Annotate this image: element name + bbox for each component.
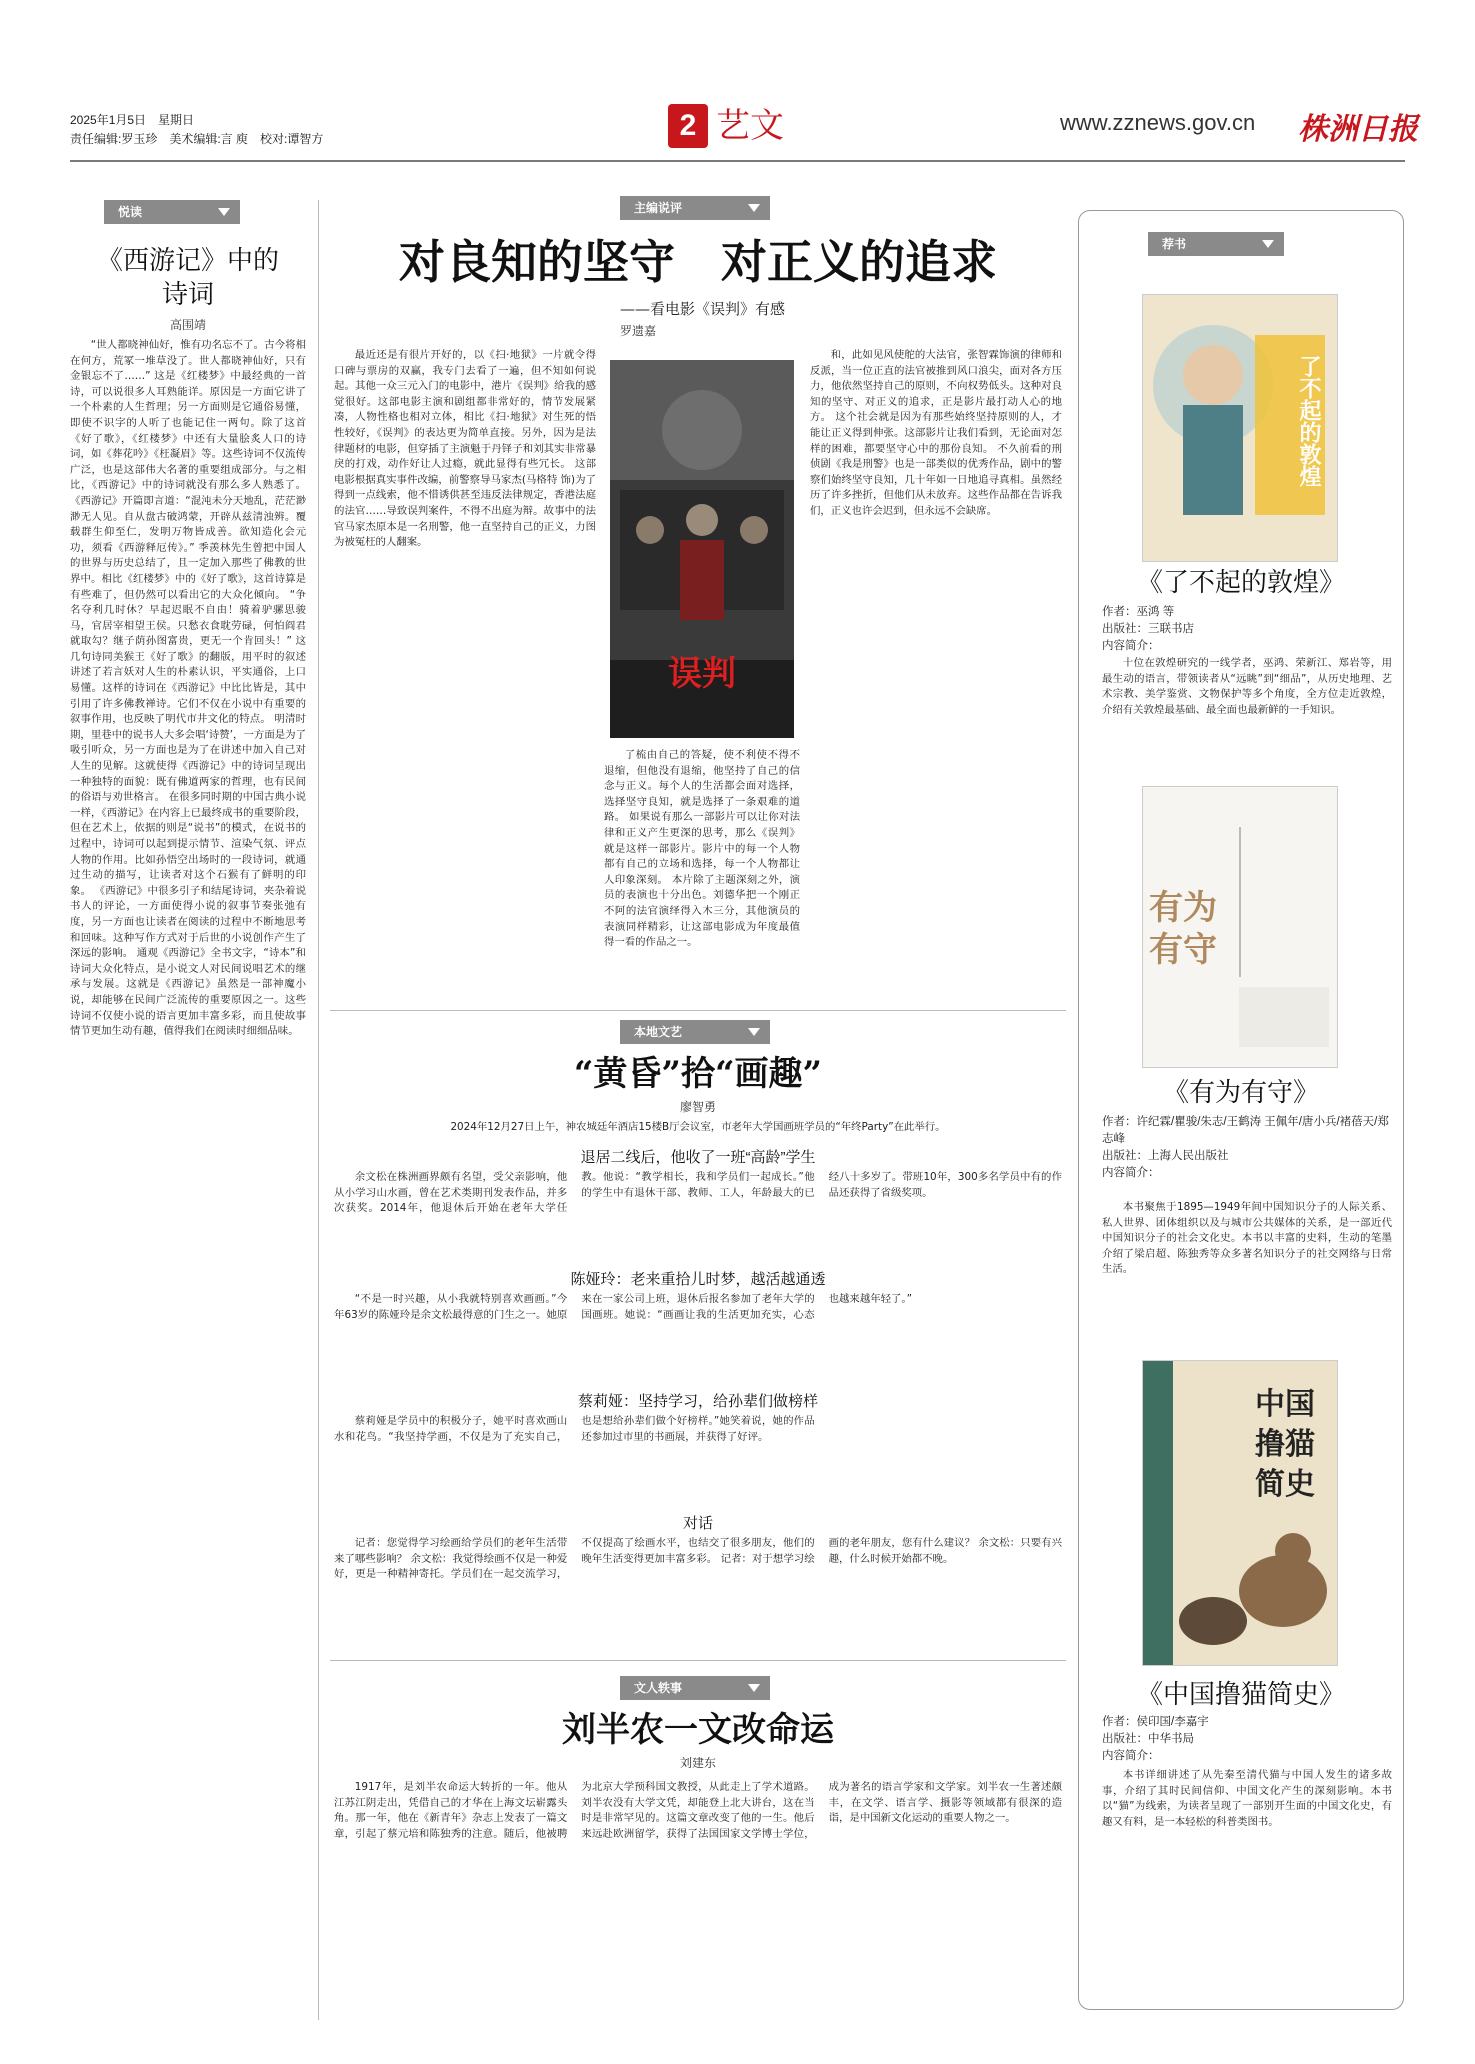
section-divider bbox=[330, 1660, 1066, 1661]
book-cover-dunhuang bbox=[1142, 294, 1338, 562]
book-title: 《中国撸猫简史》 bbox=[1136, 1680, 1345, 1710]
chevron-down-icon bbox=[748, 204, 760, 212]
chevron-down-icon bbox=[748, 1028, 760, 1036]
article-body: “世人都晓神仙好，惟有功名忘不了。古今将相在何方，荒冢一堆草没了。世人都晓神仙好，只有金银忘不了……” 这是《红楼梦》中最经典的一首诗，可以说很多人耳熟能详。原因是一方面它讲了一个朴素的人生哲理；另一方面则是它通俗易懂，即使不识字的人听了也能记住一两句。除了这首《好了歌》，《红楼梦》中还有大量脍炙人口的诗词，如《葬花吟》《枉凝眉》等。这些诗词不仅流传广泛，也是这部伟大名著的重要组成部分。与之相比，《西游记》中的诗词就没有那么多人熟悉了。 《西游记》开篇即言道：“混沌未分天地乱，茫茫渺渺无人见。自从盘古破鸿蒙，开辟从兹清浊辨。覆载群生仰至仁，发明万物皆成善。欲知造化会元功，须看《西游释厄传》。” 季羡林先生曾把中国人的世界与历史总结了，且一定加入那些了佛教的世界中。相比《红楼梦》中的《好了歌》，这首诗算是有些难了，但仍然可以看出它的大众化倾向。 “争名夺利几时休？早起迟眠不自由！骑着驴骡思骏马，官居宰相望王侯。只愁衣食耽劳碌，何怕阎君就取勾？继子荫孙图富贵，更无一个肯回头！” 这几句诗同美猴王《好了歌》的翻版，用平时的叙述讲述了若言妖对人生的朴素认识，平实通俗，上口易懂。这样的诗词在《西游记》中比比皆是，其中引用了许多佛教禅诗。它们不仅在小说中有重要的叙事作用，也反映了明代市井文化的特点。 明清时期，里巷中的说书人大多会唱‘诗赞’，一方面是为了吸引听众，另一方面也是为了在讲述中加入自己对人生的见解。这就使得《西游记》中的诗词呈现出一种独特的面貌：既有佛道两家的哲理，也有民间的俗语与劝世格言。 在很多同时期的中国古典小说一样，《西游记》在内容上已最终成书的重要阶段，但在艺术上，依据的则是“说书”的模式，在说书的过程中，诗词可以起到提示情节、渲染气氛、评点人物的作用。比如孙悟空出场时的一段诗词，就通过生动的描写，让读者对这个石猴有了鲜明的印象。 《西游记》中很多引子和结尾诗词，夹杂着说书人的评论，一方面使得小说的叙事节奏张弛有度，另一方面也让读者在阅读的过程中不断地思考和回味。这种写作方式对于后世的小说创作产生了深远的影响。 通观《西游记》全书文字，“诗本”和诗词大众化特点，是小说文人对民间说唱艺术的继承与发展。这就是《西游记》虽然是一部神魔小说，却能够在民间广泛流传的重要原因之一。这些诗词不仅使小说的语言更加丰富多彩，而且使故事情节更加生动有趣，值得我们在阅读时细细品味。 bbox=[70, 339, 306, 1038]
article-body: 1917年，是刘半农命运大转折的一年。他从江苏江阴走出，凭借自己的才华在上海文坛崭露头角。那一年，他在《新青年》杂志上发表了一篇文章，引起了蔡元培和陈独秀的注意。随后，他被聘为北京大学预科国文教授，从此走上了学术道路。刘半农没有大学文凭，却能登上北大讲台，这在当时是非常罕见的。这篇文章改变了他的一生。他后来远赴欧洲留学，获得了法国国家文学博士学位，成为著名的语言学家和文学家。刘半农一生著述颇丰，在文学、语言学、摄影等领域都有很深的造诣，是中国新文化运动的重要人物之一。 bbox=[334, 1781, 1062, 1840]
book-author: 作者：许纪霖/瞿骏/朱志/王鹤涛 王佩年/唐小兵/褚蓓天/郑志峰 bbox=[1102, 1116, 1389, 1145]
section-divider bbox=[330, 1010, 1066, 1011]
tab-label: 本地文艺 bbox=[634, 1025, 683, 1039]
cover-title: 中国撸猫简史 bbox=[1255, 1387, 1315, 1502]
subhead: 退居二线后，他收了一班“高龄”学生 bbox=[580, 1149, 816, 1166]
cover-title: 了不起的敦煌 bbox=[1296, 355, 1322, 487]
article-title-xiyouji bbox=[70, 244, 306, 312]
book-title: 《有为有守》 bbox=[1162, 1078, 1319, 1108]
book-meta bbox=[1102, 1714, 1392, 1765]
byline: 廖智勇 bbox=[679, 1100, 716, 1114]
tab-label: 荐书 bbox=[1162, 237, 1187, 251]
article-section-3: 蔡莉娅是学员中的积极分子，她平时喜欢画山水和花鸟。“我坚持学画，不仅是为了充实自己，也是想给孙辈们做个好榜样。”她笑着说，她的作品还参加过市里的书画展，并获得了好评。 bbox=[334, 1415, 815, 1443]
article-section-2: “不是一时兴趣，从小我就特别喜欢画画。”今年63岁的陈娅玲是余文松最得意的门生之一。她原来在一家公司上班，退休后报名参加了老年大学的国画班。她说：“画画让我的生活更加充实，心态也越来越年轻了。” bbox=[334, 1293, 912, 1321]
byline: 罗遗嘉 bbox=[620, 324, 657, 338]
book-publisher: 出版社：三联书店 bbox=[1102, 623, 1194, 635]
book-meta bbox=[1102, 604, 1392, 655]
book-summary: 十位在敦煌研究的一线学者，巫鸿、荣新江、郑岩等，用最生动的语言，带领读者从“远眺”到“细品”，从历史地理、艺术宗教、美学鉴赏、文物保护等多个角度，全方位走近敦煌，介绍有关敦煌最基础、最全面也最新鲜的一手知识。 bbox=[1102, 657, 1392, 716]
book-summary: 本书详细讲述了从先秦至清代猫与中国人发生的诸多故事，介绍了其时民间信仰、中国文化产生的深刻影响。本书以“猫”为线索，为读者呈现了一部别开生面的中国文化史，有趣又有料，是一本轻松的科普类图书。 bbox=[1102, 1769, 1392, 1828]
title-line: 诗词 bbox=[161, 280, 214, 310]
chevron-down-icon bbox=[748, 1684, 760, 1692]
poster-title: 误判 bbox=[668, 654, 736, 694]
article-body-col1: 最近还是有很片开好的，以《扫·地狱》一片就令得口碑与票房的双赢，我专门去看了一遍，但不知如何说起。其他一众三元入门的电影中，港片《误判》给我的感觉很好。这部电影主演和剧组都非常好的，情节发展紧凑，人物性格也相对立体，相比《扫·地狱》对生死的悟性较好，《误判》的表达更为简单直接。另外，因为是法律题材的电影，但穿插了主演魁于丹铎子和刘其实非常暴戾的打戏，动作好让人过瘾，就此显得有些冗长。 这部电影根据真实事件改编，前警察导马家杰(马格特 饰)为了得到一点线索，他不惜诱供甚至违反法律规定，香港法庭的法官……导致误判案件，不得不出庭为辩。故事中的法官马家杰原本是一名刑警，他一直坚持自己的正义，力图为被冤枉的人翻案。 bbox=[334, 349, 596, 549]
intro-label: 内容简介： bbox=[1102, 1167, 1160, 1179]
website-url[interactable]: www.zznews.gov.cn bbox=[1060, 110, 1256, 135]
tab-local-arts bbox=[620, 1020, 770, 1044]
tab-reading bbox=[104, 200, 240, 224]
intro-label: 内容简介： bbox=[1102, 640, 1160, 652]
headline-painting: “黄昏”拾“画趣” bbox=[573, 1054, 823, 1094]
subhead: 对话 bbox=[682, 1515, 713, 1532]
book-cover-cats bbox=[1142, 1360, 1338, 1666]
headline-film-review: 对良知的坚守 对正义的追求 bbox=[399, 235, 997, 289]
subtitle: ——看电影《误判》有感 bbox=[620, 300, 786, 318]
chevron-down-icon bbox=[218, 208, 230, 216]
book-title: 《了不起的敦煌》 bbox=[1136, 568, 1345, 598]
article-section-1: 余文松在株洲画界颇有名望，受父亲影响，他从小学习山水画，曾在艺术类期刊发表作品，并多次获奖。2014年，他退休后开始在老年大学任教。他说：“教学相长，我和学员们一起成长。”他的学生中有退休干部、教师、工人，年龄最大的已经八十多岁了。带班10年，300多名学员中有的作品还获得了省级奖项。 bbox=[334, 1171, 1062, 1215]
column-divider bbox=[318, 200, 319, 2020]
issue-date: 2025年1月5日 星期日 bbox=[70, 113, 195, 127]
tab-label: 主编说评 bbox=[634, 201, 683, 215]
subhead: 陈娅玲：老来重拾儿时梦，越活越通透 bbox=[570, 1271, 826, 1288]
byline: 高围靖 bbox=[169, 318, 206, 332]
section-title: 艺文 bbox=[716, 106, 784, 146]
tab-label: 悦读 bbox=[118, 205, 143, 219]
article-body-col3: 和，此如见风使舵的大法官，张智霖饰演的律师和反派，当一位正直的法官被推到风口浪尖，面对各方压力，他依然坚持自己的原则，不向权势低头。这种对良知的坚守、对正义的追求，正是影片最打动人心的地方。 这个社会就是因为有那些始终坚持原则的人，才能让正义得到伸张。这部影片让我们看到，无论面对怎样的困难，都要坚守心中的那份良知。 不久前看的刑侦剧《我是刑警》也是一部类似的优秀作品，剧中的警察们始终坚守良知，几十年如一日地追寻真相。虽然经历了许多挫折，但他们从未放弃。这些作品都在告诉我们，正义也许会迟到，但永远不会缺席。 bbox=[810, 349, 1062, 517]
book-publisher: 出版社：上海人民出版社 bbox=[1102, 1150, 1229, 1162]
byline: 刘建东 bbox=[679, 1756, 716, 1770]
tab-editor-review bbox=[620, 196, 770, 220]
tab-book-picks bbox=[1148, 232, 1284, 256]
article-body-col2: 了梳由自己的答疑，使不利使不得不退缩，但他没有退缩，他坚持了自己的信念与正义。每个人的生活都会面对选择，选择坚守良知，就是选择了一条艰难的道路。 如果说有那么一部影片可以让你对法律和正义产生更深的思考，那么《误判》就是这样一部影片。影片中的每一个人物都有自己的立场和选择，每一个人物都让人印象深刻。 本片除了主题深刻之外，演员的表演也十分出色。刘德华把一个刚正不阿的法官演绎得入木三分，其他演员的表演同样精彩，让这部电影成为年度最值得一看的作品之一。 bbox=[604, 749, 800, 949]
article-section-4: 记者：您觉得学习绘画给学员们的老年生活带来了哪些影响？ 余文松：我觉得绘画不仅是一种爱好，更是一种精神寄托。学员们在一起交流学习，不仅提高了绘画水平，也结交了很多朋友，他们的晚年生活变得更加丰富多彩。 记者：对于想学习绘画的老年朋友，您有什么建议？ 余文松：只要有兴趣，什么时候开始都不晚。 bbox=[334, 1537, 1062, 1581]
book-meta bbox=[1102, 1114, 1392, 1182]
editor-credits: 责任编辑:罗玉珍 美术编辑:言 庾 校对:谭智方 bbox=[70, 132, 324, 146]
movie-poster bbox=[610, 360, 794, 738]
book-author: 作者：巫鸿 等 bbox=[1102, 606, 1175, 618]
book-cover-youwei bbox=[1142, 786, 1338, 1068]
intro-label: 内容简介： bbox=[1102, 1750, 1160, 1762]
tab-label: 文人轶事 bbox=[634, 1681, 683, 1695]
book-author: 作者：侯印国/李嘉宇 bbox=[1102, 1716, 1209, 1728]
tab-literati bbox=[620, 1676, 770, 1700]
newspaper-logo: 株洲日报 bbox=[1298, 112, 1418, 147]
chevron-down-icon bbox=[1262, 240, 1274, 248]
book-summary: 本书聚焦于1895—1949年间中国知识分子的人际关系、私人世界、团体组织以及与城市公共媒体的关系，是一部近代中国知识分子的社会文化史。本书以丰富的史料，生动的笔墨介绍了梁启超、陈独秀等众多著名知识分子的社交网络与日常生活。 bbox=[1102, 1201, 1392, 1276]
headline-liu-bannong: 刘半农一文改命运 bbox=[562, 1710, 834, 1750]
cover-title: 有为有守 bbox=[1149, 888, 1217, 970]
lede: 2024年12月27日上午，神农城廷年酒店15楼B厅会议室，市老年大学国画班学员的“年终Party”在此举行。 bbox=[450, 1121, 946, 1133]
book-publisher: 出版社：中华书局 bbox=[1102, 1733, 1194, 1745]
subhead: 蔡莉娅：坚持学习，给孙辈们做榜样 bbox=[577, 1393, 818, 1410]
page-number-badge: 2 bbox=[668, 104, 708, 148]
header-divider bbox=[70, 160, 1405, 162]
title-line: 《西游记》中的 bbox=[96, 246, 279, 276]
